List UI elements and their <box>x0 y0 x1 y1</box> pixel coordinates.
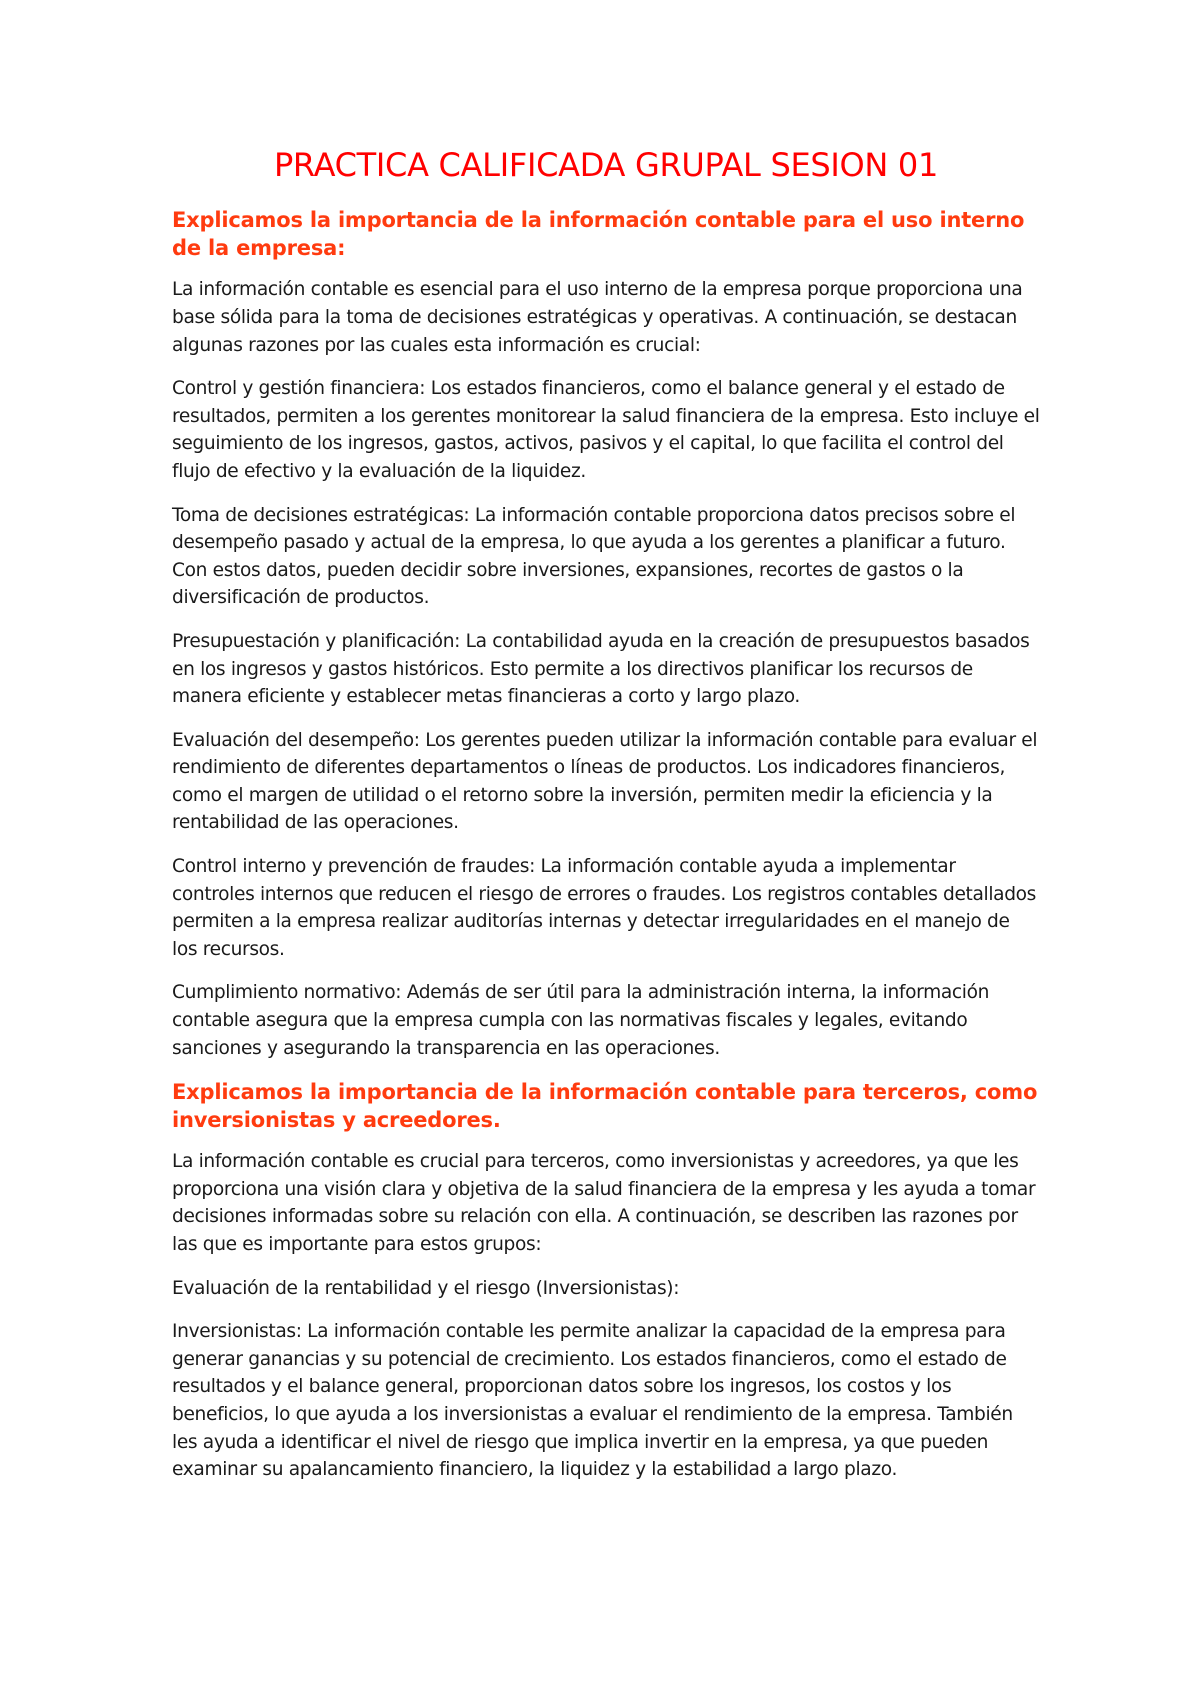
paragraph: Inversionistas: La información contable les permite analizar la capacidad de la empresa para generar ganancias y su potencial de crecimiento. Los estados financieros, como el estado de resultados y el balance general, proporcionan datos sobre los ingresos, los costos y los beneficios, lo que ayuda a los inversionistas a evaluar el rendimiento de la empresa. También les ayuda a identificar el nivel de riesgo que implica invertir en la empresa, ya que pueden examinar su apalancamiento financiero, la liquidez y la estabilidad a largo plazo. <box>172 1321 1013 1481</box>
paragraph: La información contable es crucial para terceros, como inversionistas y acreedores, ya que les proporciona una visión clara y objetiva de la salud financiera de la empresa y les ayuda a tomar decisiones informadas sobre su relación con ella. A continuación, se describen las razones por las que es importante para estos grupos: <box>172 1151 1036 1256</box>
paragraph: La información contable es esencial para el uso interno de la empresa porque proporciona una base sólida para la toma de decisiones estratégicas y operativas. A continuación, se destacan algunas razones por las cuales esta información es crucial: <box>172 279 1023 356</box>
paragraph: Presupuestación y planificación: La contabilidad ayuda en la creación de presupuestos basados en los ingresos y gastos históricos. Esto permite a los directivos planificar los recursos de manera eficiente y establecer metas financieras a corto y largo plazo. <box>172 630 1030 708</box>
section-heading-internal-use: Explicamos la importancia de la información contable para el uso interno de la empresa: <box>172 208 1025 261</box>
paragraph: Control y gestión financiera: Los estados financieros, como el balance general y el estado de resultados, permiten a los gerentes monitorear la salud financiera de la empresa. Esto incluye el seguimiento de los ingresos, gastos, activos, pasivos y el capital, lo que facilita el control del flujo de efectivo y la evaluación de la liquidez. <box>172 378 1040 482</box>
document-title: PRACTICA CALIFICADA GRUPAL SESION 01 <box>273 146 939 184</box>
paragraph: Toma de decisiones estratégicas: La información contable proporciona datos precisos sobre el desempeño pasado y actual de la empresa, lo que ayuda a los gerentes a planificar a futuro. Con estos datos, pueden decidir sobre inversiones, expansiones, recortes de gastos o la diversificación de productos. <box>172 504 1016 609</box>
section-heading-third-parties: Explicamos la importancia de la información contable para terceros, como inversionistas y acreedores. <box>172 1080 1038 1133</box>
paragraph: Control interno y prevención de fraudes: La información contable ayuda a implementar controles internos que reducen el riesgo de errores o fraudes. Los registros contables detallados permiten a la empresa realizar auditorías internas y detectar irregularidades en el manejo de los recursos. <box>172 856 1037 960</box>
paragraph: Evaluación de la rentabilidad y el riesgo (Inversionistas): <box>172 1277 680 1299</box>
document-body <box>172 146 1040 1500</box>
paragraph: Cumplimiento normativo: Además de ser útil para la administración interna, la información contable asegura que la empresa cumpla con las normativas fiscales y legales, evitando sanciones y asegurando la transparencia en las operaciones. <box>172 982 990 1059</box>
paragraph: Evaluación del desempeño: Los gerentes pueden utilizar la información contable para evaluar el rendimiento de diferentes departamentos o líneas de productos. Los indicadores financieros, como el margen de utilidad o el retorno sobre la inversión, permiten medir la eficiencia y la rentabilidad de las operaciones. <box>172 729 1038 834</box>
